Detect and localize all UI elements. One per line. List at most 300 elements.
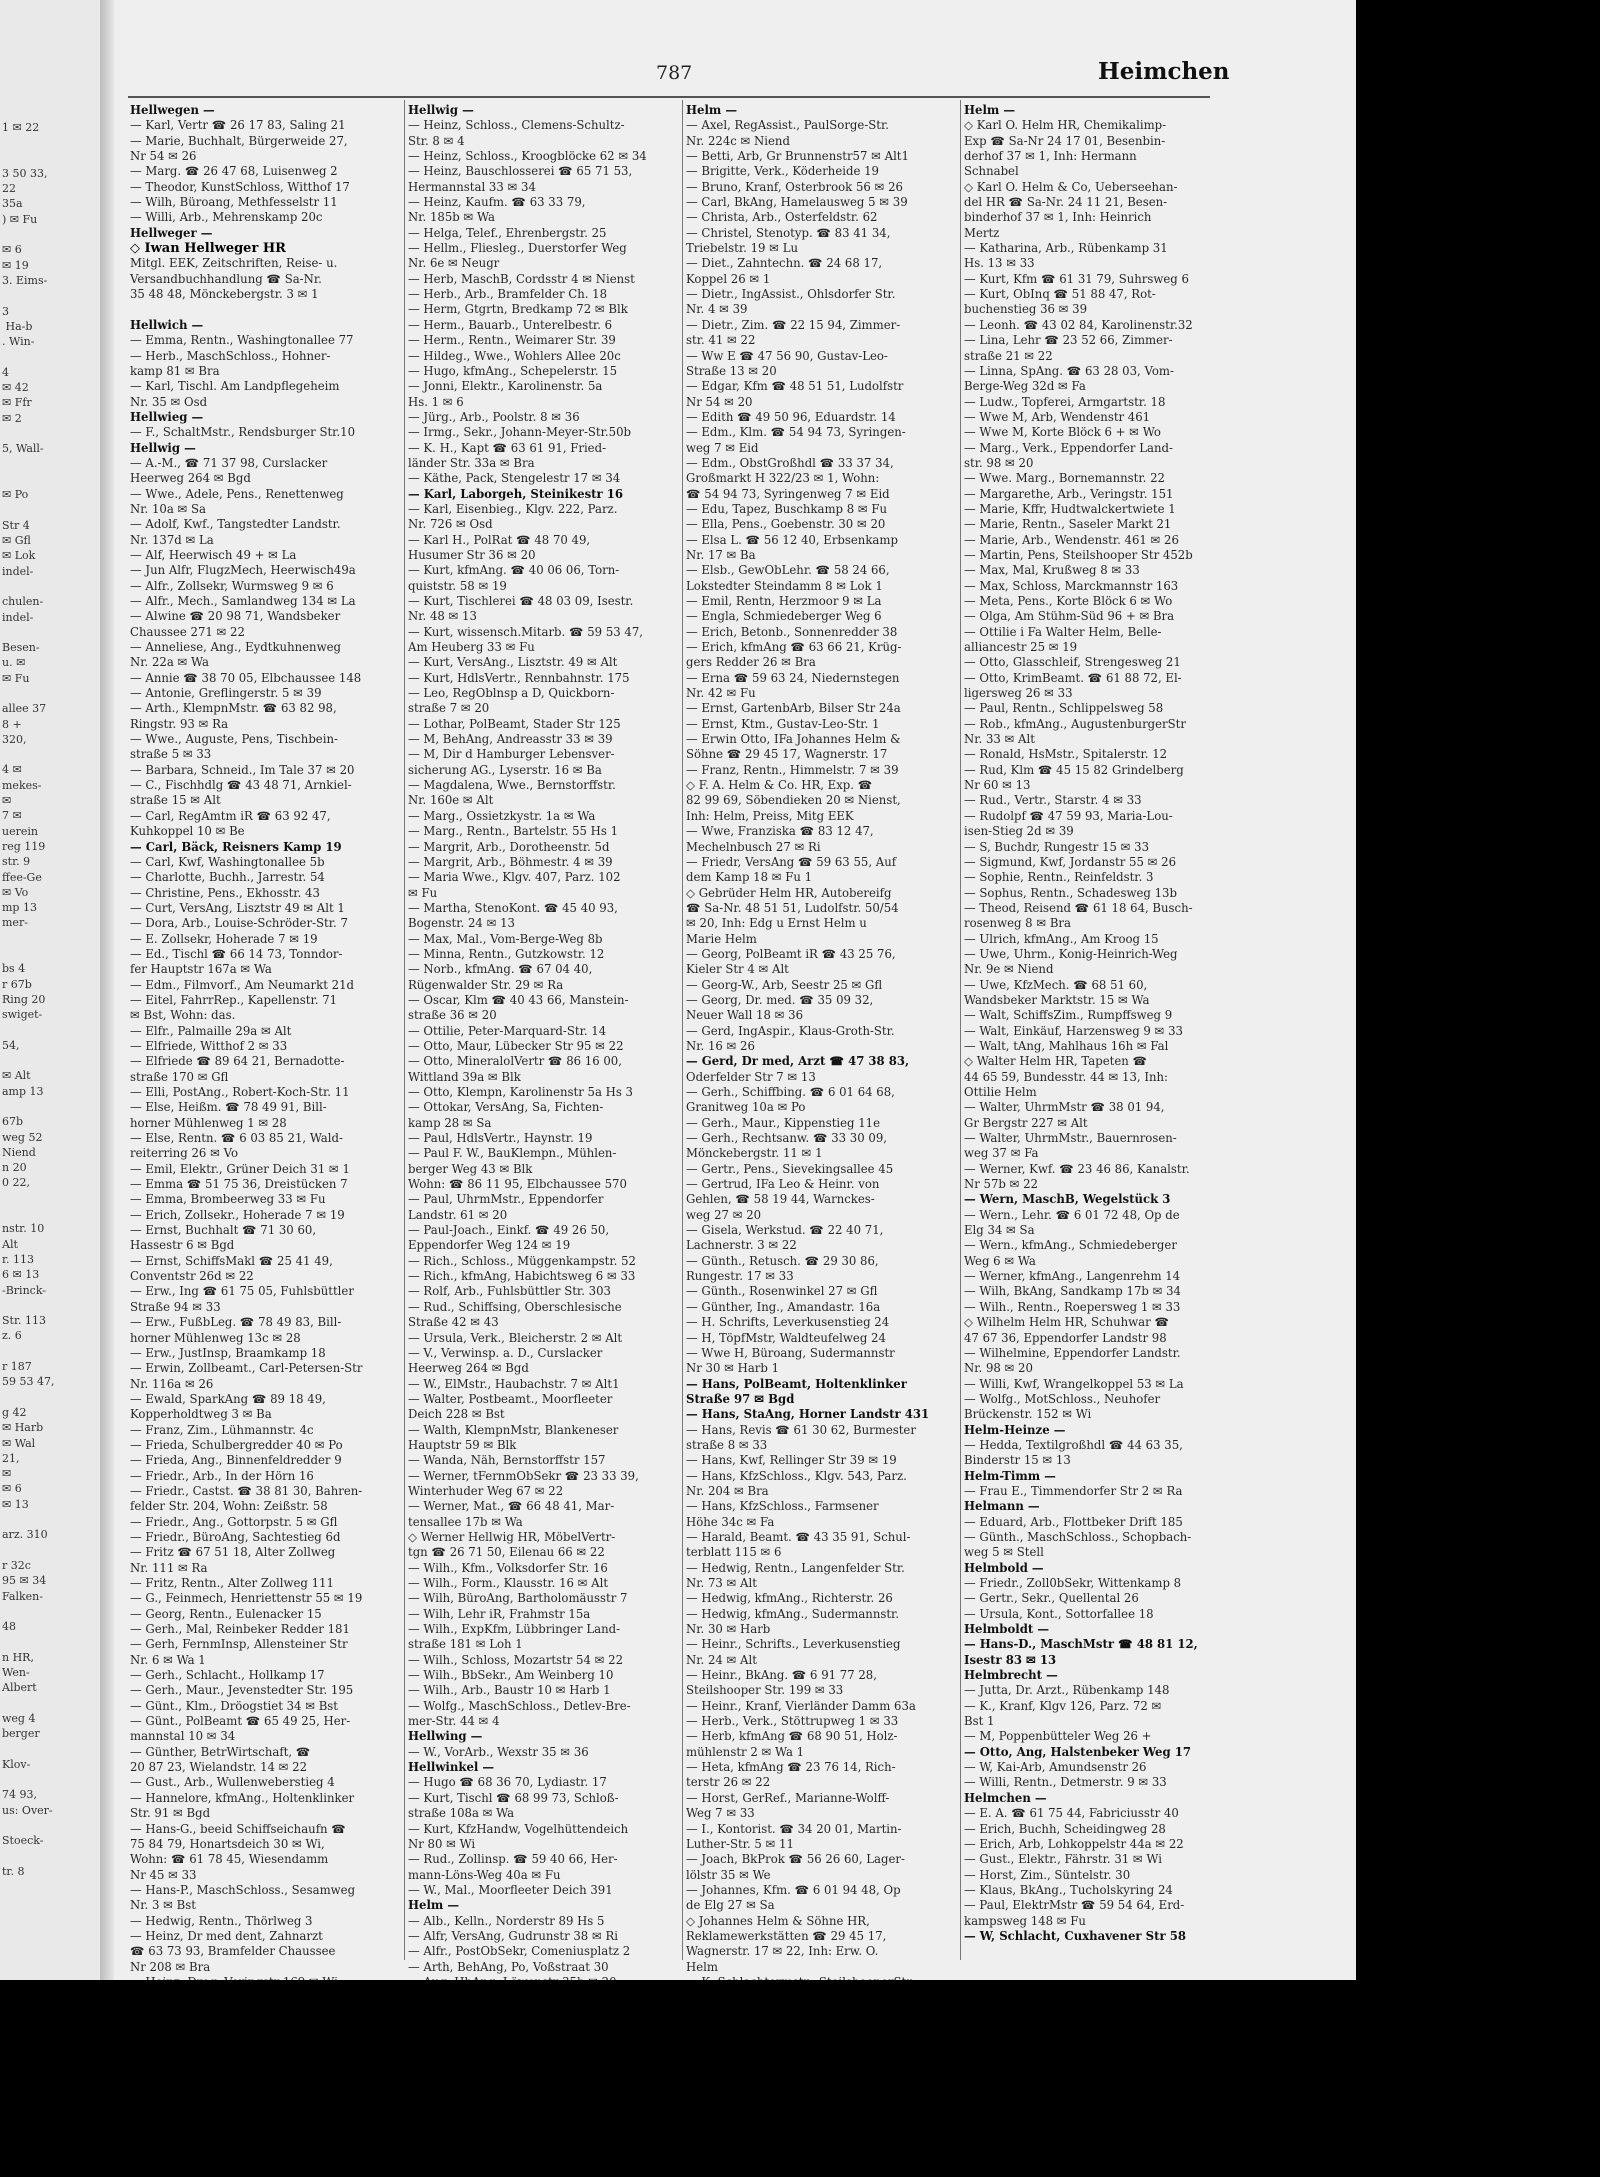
directory-entry: Großmarkt H 322/23 ✉ 1, Wohn: <box>686 471 880 486</box>
directory-heading: Hellwegen — <box>130 103 215 117</box>
directory-entry: ◇ Karl O. Helm HR, Chemikalimp- <box>964 118 1167 133</box>
directory-entry: — Erna ☎ 59 63 24, Niedernstegen <box>686 670 900 685</box>
directory-entry: — Ernst, Buchhalt ☎ 71 30 60, <box>130 1223 317 1238</box>
directory-entry: Conventstr 26d ✉ 22 <box>130 1269 254 1284</box>
directory-entry: weg 5 ✉ Stell <box>964 1545 1044 1560</box>
directory-entry: Nr. 73 ✉ Alt <box>686 1576 757 1590</box>
directory-entry: str. 98 ✉ 20 <box>964 455 1034 470</box>
directory-entry: Eppendorfer Weg 124 ✉ 19 <box>408 1238 571 1253</box>
directory-entry: — Christa, Arb., Osterfeldstr. 62 <box>686 210 878 225</box>
directory-entry: — Willi, Rentn., Detmerstr. 9 ✉ 33 <box>964 1775 1167 1790</box>
directory-entry: — W., Mal., Moorfleeter Deich 391 <box>408 1882 613 1897</box>
directory-entry: mühlenstr 2 ✉ Wa 1 <box>686 1744 805 1759</box>
directory-entry: — Ursula, Verk., Bleicherstr. 2 ✉ Alt <box>408 1330 623 1345</box>
directory-entry: — Theodor, KunstSchloss, Witthof 17 <box>130 179 350 194</box>
directory-entry: ◇ Karl O. Helm & Co, Ueberseehan- <box>964 179 1178 194</box>
directory-entry: — Wwe., Adele, Pens., Renettenweg <box>130 486 344 501</box>
directory-entry: — Arth, BehAng, Po, Voßstraat 30 <box>408 1959 609 1974</box>
directory-entry: — Emil, Elektr., Grüner Deich 31 ✉ 1 <box>130 1161 350 1176</box>
directory-entry: — Anneliese, Ang., Eydtkuhnenweg <box>130 640 341 655</box>
directory-entry: Husumer Str 36 ✉ 20 <box>408 547 536 562</box>
directory-entry: Nr. 224c ✉ Niend <box>686 133 790 148</box>
directory-entry: — Walt, SchiffsZim., Rumpffsweg 9 <box>964 1008 1173 1023</box>
directory-entry: — Ursula, Kont., Sottorfallee 18 <box>964 1606 1154 1621</box>
directory-entry: — Heinr., BkAng. ☎ 6 91 77 28, <box>686 1668 877 1683</box>
directory-entry: fer Hauptstr 167a ✉ Wa <box>130 962 272 977</box>
directory-entry: ☎ 54 94 73, Syringenweg 7 ✉ Eid <box>686 486 890 501</box>
directory-heading: — Gerd, Dr med, Arzt ☎ 47 38 83, <box>686 1054 910 1069</box>
directory-entry: — Rud., Vertr., Starstr. 4 ✉ 33 <box>964 793 1142 808</box>
directory-heading: Hellwinkel — <box>408 1760 495 1775</box>
directory-entry: — Hildeg., Wwe., Wohlers Allee 20c <box>408 348 621 363</box>
directory-entry: — Curt, VersAng, Lisztstr 49 ✉ Alt 1 <box>130 900 345 915</box>
directory-entry: 20 87 23, Wielandstr. 14 ✉ 22 <box>130 1760 308 1775</box>
directory-entry: — H. Schrifts, Leverkusenstieg 24 <box>686 1315 890 1330</box>
directory-entry: — Friedr, VersAng ☎ 59 63 55, Auf <box>686 854 897 869</box>
directory-entry: Koppel 26 ✉ 1 <box>686 271 771 286</box>
directory-entry: — Hedwig, kfmAng., Sudermannstr. <box>686 1606 900 1621</box>
directory-entry: — Günth., MaschSchloss., Schopbach- <box>964 1529 1192 1544</box>
column-divider <box>682 100 683 1960</box>
directory-entry: — Ottokar, VersAng, Sa, Fichten- <box>408 1100 604 1115</box>
column-divider <box>404 100 405 1960</box>
directory-entry: terblatt 115 ✉ 6 <box>686 1545 782 1560</box>
directory-entry: — Jonni, Elektr., Karolinenstr. 5a <box>408 379 603 394</box>
directory-entry: — Gertr., Sekr., Quellental 26 <box>964 1591 1139 1606</box>
directory-entry: — Edm., Klm. ☎ 54 94 73, Syringen- <box>686 425 906 440</box>
directory-entry: — Wern., kfmAng., Schmiedeberger <box>964 1238 1177 1253</box>
directory-entry: Nr. 35 ✉ Osd <box>130 394 208 409</box>
directory-entry: Marie Helm <box>686 931 757 946</box>
directory-entry: straße 5 ✉ 33 <box>130 747 212 762</box>
directory-heading: Hellwich — <box>130 317 204 332</box>
directory-entry: Kuhkoppel 10 ✉ Be <box>130 824 245 839</box>
directory-entry: — Paul, ElektrMstr ☎ 59 54 64, Erd- <box>964 1898 1185 1913</box>
directory-heading: Helmbold — <box>964 1560 1044 1575</box>
directory-entry: — Maria Wwe., Klgv. 407, Parz. 102 <box>408 870 621 885</box>
directory-entry: — Hugo, kfmAng., Schepelerstr. 15 <box>408 363 618 378</box>
directory-entry: — Rob., kfmAng., AugustenburgerStr <box>964 716 1186 731</box>
directory-entry: — Wwe. Marg., Bornemannstr. 22 <box>964 471 1165 486</box>
directory-entry: — Walt, tAng, Mahlhaus 16h ✉ Fal <box>964 1038 1169 1053</box>
directory-entry: — Frau E., Timmendorfer Str 2 ✉ Ra <box>964 1483 1183 1498</box>
directory-entry: Nr. 111 ✉ Ra <box>130 1560 208 1575</box>
directory-entry: — Kurt, ObInq ☎ 51 88 47, Rot- <box>964 287 1156 302</box>
directory-entry: — Wilh, BüroAng, Bartholomäusstr 7 <box>408 1591 628 1606</box>
directory-entry: — Heinz, Kaufm. ☎ 63 33 79, <box>408 195 586 210</box>
directory-entry: Exp ☎ Sa-Nr 24 17 01, Besenbin- <box>964 133 1166 148</box>
directory-entry: — W., ElMstr., Haubachstr. 7 ✉ Alt1 <box>408 1376 620 1391</box>
directory-entry: — Rud., Schiffsing, Oberschlesische <box>408 1299 622 1314</box>
directory-entry: — Karl, Tischl. Am Landpflegeheim <box>130 379 340 394</box>
directory-entry: — Gerh., Maur., Kippenstieg 11e <box>686 1115 881 1130</box>
directory-entry: Ringstr. 93 ✉ Ra <box>130 716 229 731</box>
directory-entry: — Hannelore, kfmAng., Holtenklinker <box>130 1790 355 1805</box>
scan-background <box>1356 0 1600 2177</box>
directory-entry: Weg 6 ✉ Wa <box>964 1253 1036 1268</box>
directory-entry: 44 65 59, Bundesstr. 44 ✉ 13, Inh: <box>964 1069 1168 1084</box>
directory-entry: — Gerh., Schiffbing. ☎ 6 01 64 68, <box>686 1085 895 1099</box>
directory-entry: — Wilh, Büroang, Methfesselstr 11 <box>130 195 338 210</box>
directory-entry: — Hans-P., MaschSchloss., Sesamweg <box>130 1882 356 1897</box>
directory-entry <box>130 302 398 317</box>
directory-entry: — Margrit, Arb., Dorotheenstr. 5d <box>408 839 610 854</box>
directory-entry: — Edm., Filmvorf., Am Neumarkt 21d <box>130 977 354 992</box>
directory-entry: — Walter, UhrmMstr., Bauernrosen- <box>964 1131 1177 1146</box>
directory-entry: — Günth., Rosenwinkel 27 ✉ Gfl <box>686 1284 878 1299</box>
directory-heading: Helm-Heinze — <box>964 1422 1066 1437</box>
directory-entry: 75 84 79, Honartsdeich 30 ✉ Wi, <box>130 1836 325 1851</box>
directory-entry: — Katharina, Arb., Rübenkamp 31 <box>964 241 1168 256</box>
directory-entry: — Rud, Klm ☎ 45 15 82 Grindelberg <box>964 762 1184 777</box>
directory-entry: — Marg., Rentn., Bartelstr. 55 Hs 1 <box>408 824 619 839</box>
directory-entry: — Hans, Revis ☎ 61 30 62, Burmester <box>686 1422 916 1437</box>
directory-entry: — Meta, Pens., Korte Blöck 6 ✉ Wo <box>964 594 1173 608</box>
directory-entry: — Horst, Zim., Süntelstr. 30 <box>964 1867 1131 1882</box>
directory-entry: — Edgar, Kfm ☎ 48 51 51, Ludolfstr <box>686 379 904 394</box>
directory-entry: Hs. 1 ✉ 6 <box>408 394 464 409</box>
directory-entry: — Heinr., Schrifts., Leverkusenstieg <box>686 1637 901 1652</box>
directory-entry: — Elsb., GewObLehr. ☎ 58 24 66, <box>686 563 890 578</box>
directory-entry: — Alfr., PostObSekr, Comeniusplatz 2 <box>408 1944 631 1959</box>
directory-entry: horner Mühlenweg 13c ✉ 28 <box>130 1330 301 1345</box>
directory-entry: Höhe 34c ✉ Fa <box>686 1514 775 1529</box>
directory-entry: — Paul-Joach., Einkf. ☎ 49 26 50, <box>408 1223 610 1238</box>
directory-entry: — G., Feinmech, Henriettenstr 55 ✉ 19 <box>130 1591 363 1606</box>
directory-entry: — Wilhelmine, Eppendorfer Landstr. <box>964 1345 1181 1360</box>
directory-entry: — Brigitte, Verk., Köderheide 19 <box>686 164 879 179</box>
directory-entry: Schnabel <box>964 164 1019 179</box>
directory-entry: — Walt, Einkäuf, Harzensweg 9 ✉ 33 <box>964 1023 1183 1038</box>
directory-entry: — Engla, Schmiedeberger Weg 6 <box>686 609 882 624</box>
directory-entry: — Frieda, Ang., Binnenfeldredder 9 <box>130 1453 342 1468</box>
directory-entry: — Ww E ☎ 47 56 90, Gustav-Leo- <box>686 348 888 363</box>
directory-entry: — Friedr., Castst. ☎ 38 81 30, Bahren- <box>130 1483 363 1498</box>
directory-entry: — Ella, Pens., Goebenstr. 30 ✉ 20 <box>686 517 886 532</box>
directory-entry: — Wilh., Arb., Baustr 10 ✉ Harb 1 <box>408 1683 611 1698</box>
directory-entry: — Johannes, Kfm. ☎ 6 01 94 48, Op <box>686 1882 901 1897</box>
directory-entry: str. 41 ✉ 22 <box>686 333 756 348</box>
directory-entry: ☎ Sa-Nr. 48 51 51, Ludolfstr. 50/54 <box>686 900 899 915</box>
directory-entry: straße 8 ✉ 33 <box>686 1437 768 1452</box>
directory-entry: — Wilh., ExpKfm, Lübbringer Land- <box>408 1622 621 1637</box>
directory-entry: — Diet., Zahntechn. ☎ 24 68 17, <box>686 256 883 271</box>
directory-entry: — Adolf, Kwf., Tangstedter Landstr. <box>130 517 341 532</box>
directory-entry: Nr. 726 ✉ Osd <box>408 517 493 532</box>
column-divider <box>960 100 961 1960</box>
directory-heading: Hellwig — <box>130 440 196 455</box>
directory-entry: — Horst, GerRef., Marianne-Wolff- <box>686 1790 890 1805</box>
directory-entry: Wohn: ☎ 61 78 45, Wiesendamm <box>130 1852 329 1867</box>
directory-entry: — V., Verwinsp. a. D., Curslacker <box>408 1345 603 1360</box>
directory-heading: Helm — <box>964 103 1016 117</box>
directory-entry: Reklamewerkstätten ☎ 29 45 17, <box>686 1928 887 1943</box>
directory-entry: — Wolfg., MotSchloss., Neuhofer <box>964 1391 1161 1406</box>
directory-entry: länder Str. 33a ✉ Bra <box>408 455 535 470</box>
directory-entry: — Heinz, Bauschlosserei ☎ 65 71 53, <box>408 164 633 179</box>
directory-entry: mer-Str. 44 ✉ 4 <box>408 1714 500 1729</box>
directory-entry: — Ed., Tischl ☎ 66 14 73, Tonndor- <box>130 946 343 961</box>
directory-entry: — Olga, Am Stühm-Süd 96 + ✉ Bra <box>964 609 1175 624</box>
directory-entry: Ottilie Helm <box>964 1085 1037 1099</box>
directory-entry: — Barbara, Schneid., Im Tale 37 ✉ 20 <box>130 762 355 777</box>
directory-entry: — Else, Heißm. ☎ 78 49 91, Bill- <box>130 1100 327 1115</box>
directory-entry: — Wwe., Auguste, Pens, Tischbein- <box>130 732 338 747</box>
directory-entry: — Wilh., Rentn., Roepersweg 1 ✉ 33 <box>964 1299 1181 1314</box>
directory-entry: — Günt., PolBeamt ☎ 65 49 25, Her- <box>130 1714 351 1729</box>
directory-heading: Helm — <box>686 103 738 117</box>
directory-entry: — Antonie, Greflingerstr. 5 ✉ 39 <box>130 686 322 701</box>
page-number: 787 <box>656 62 693 84</box>
directory-entry: tensallee 17b ✉ Wa <box>408 1514 523 1529</box>
directory-entry: — Franz, Rentn., Himmelstr. 7 ✉ 39 <box>686 762 899 777</box>
directory-entry: — Emil, Rentn, Herzmoor 9 ✉ La <box>686 594 882 608</box>
directory-entry: — Kurt, kfmAng. ☎ 40 06 06, Torn- <box>408 563 620 578</box>
directory-entry: — Heinr., Kranf, Vierländer Damm 63a <box>686 1698 916 1713</box>
directory-entry: — K., Kranf, Klgv 126, Parz. 72 ✉ <box>964 1698 1162 1713</box>
directory-entry: — Kurt, Kfm ☎ 61 31 79, Suhrsweg 6 <box>964 271 1189 286</box>
directory-entry: Mechelnbusch 27 ✉ Ri <box>686 839 821 854</box>
directory-entry: 47 67 36, Eppendorfer Landstr 98 <box>964 1330 1167 1345</box>
directory-entry: — Günt., Klm., Dröogstiet 34 ✉ Bst <box>130 1698 338 1713</box>
directory-entry: sicherung AG., Lyserstr. 16 ✉ Ba <box>408 762 602 777</box>
directory-entry: — S, Buchdr, Rungestr 15 ✉ 33 <box>964 839 1150 854</box>
directory-entry: — Kurt, wissensch.Mitarb. ☎ 59 53 47, <box>408 624 643 639</box>
directory-entry: — Gerh., Mal, Reinbeker Redder 181 <box>130 1622 350 1637</box>
directory-heading: Helm-Timm — <box>964 1468 1056 1483</box>
directory-entry: — Ottilie i Fa Walter Helm, Belle- <box>964 624 1162 639</box>
directory-entry: — Erw., JustInsp, Braamkamp 18 <box>130 1345 326 1360</box>
directory-heading: Helmbrecht — <box>964 1668 1058 1683</box>
directory-entry: Hassestr 6 ✉ Bgd <box>130 1238 235 1253</box>
directory-entry: Gehlen, ☎ 58 19 44, Warnckes- <box>686 1192 875 1207</box>
directory-entry: Inh: Helm, Preiss, Mitg EEK <box>686 808 854 823</box>
directory-entry: — Alwine ☎ 20 98 71, Wandsbeker <box>130 609 341 624</box>
directory-entry: ◇ Wilhelm Helm HR, Schuhwar ☎ <box>964 1315 1169 1330</box>
directory-entry: ✉ Bst, Wohn: das. <box>130 1008 236 1023</box>
directory-entry: — Irmg., Sekr., Johann-Meyer-Str.50b <box>408 425 632 440</box>
directory-entry: — Christine, Pens., Ekhosstr. 43 <box>130 885 320 900</box>
directory-entry: — Edu, Tapez, Buschkamp 8 ✉ Fu <box>686 501 888 516</box>
directory-entry: — Käthe, Pack, Stengelestr 17 ✉ 34 <box>408 471 621 486</box>
directory-entry: — Martin, Pens, Steilshooper Str 452b <box>964 547 1193 562</box>
directory-entry: — Walter, UhrmMstr ☎ 38 01 94, <box>964 1100 1165 1115</box>
directory-entry: — Wilh, BkAng, Sandkamp 17b ✉ 34 <box>964 1284 1181 1299</box>
directory-entry: — Marie, Rentn., Saseler Markt 21 <box>964 517 1172 532</box>
directory-entry: de Elg 27 ✉ Sa <box>686 1898 775 1913</box>
directory-entry: — Wilh., Schloss, Mozartstr 54 ✉ 22 <box>408 1652 624 1667</box>
directory-entry: Hermannstal 33 ✉ 34 <box>408 179 536 194</box>
directory-entry: — Herb., Verk., Stöttrupweg 1 ✉ 33 <box>686 1714 899 1729</box>
directory-entry: — Wilh., Form., Klausstr. 16 ✉ Alt <box>408 1576 609 1590</box>
directory-entry: — Wern., Lehr. ☎ 6 01 72 48, Op de <box>964 1207 1180 1222</box>
directory-entry: Neuer Wall 18 ✉ 36 <box>686 1008 804 1023</box>
directory-entry: — Erwin, Zollbeamt., Carl-Petersen-Str <box>130 1361 363 1376</box>
directory-entry: Helm <box>686 1959 718 1974</box>
directory-entry: kamp 28 ✉ Sa <box>408 1115 492 1130</box>
directory-entry: — Walth, KlempnMstr, Blankeneser <box>408 1422 619 1437</box>
directory-heading: Hellwig — <box>408 103 474 117</box>
directory-entry: ◇ F. A. Helm & Co. HR, Exp. ☎ <box>686 778 873 793</box>
directory-entry: — Erich, Betonb., Sonnenredder 38 <box>686 624 898 639</box>
directory-entry: — Heinz, Schloss., Kroogblöcke 62 ✉ 34 <box>408 149 647 164</box>
directory-entry: — Gerh, FernmInsp, Allensteiner Str <box>130 1637 348 1652</box>
directory-entry: — Gerd, IngAspir., Klaus-Groth-Str. <box>686 1023 895 1038</box>
directory-entry: straße 21 ✉ 22 <box>964 348 1053 363</box>
directory-entry: — K. H., Kapt ☎ 63 61 91, Fried- <box>408 440 607 455</box>
directory-entry: del HR ☎ Sa-Nr. 24 11 21, Besen- <box>964 195 1168 210</box>
directory-entry: — Lina, Lehr ☎ 23 52 66, Zimmer- <box>964 333 1173 348</box>
directory-entry: Str. 91 ✉ Bgd <box>130 1806 211 1821</box>
directory-entry: Nr. 3 ✉ Bst <box>130 1898 196 1913</box>
directory-entry: — Friedr., Ang., Gottorpstr. 5 ✉ Gfl <box>130 1514 338 1529</box>
directory-entry: Nr. 10a ✉ Sa <box>130 501 206 516</box>
directory-entry: felder Str. 204, Wohn: Zeißstr. 58 <box>130 1499 328 1514</box>
directory-entry: — Gust., Arb., Wullenweberstieg 4 <box>130 1775 335 1790</box>
directory-entry: kamp 81 ✉ Bra <box>130 363 220 378</box>
directory-entry: Nr. 42 ✉ Fu <box>686 686 756 701</box>
directory-entry: — Otto, Klempn, Karolinenstr 5a Hs 3 <box>408 1085 633 1099</box>
directory-entry: ligersweg 26 ✉ 33 <box>964 686 1073 701</box>
directory-entry: — Erich, Buchh, Scheidingweg 28 <box>964 1821 1166 1836</box>
directory-entry: — Kurt, KfzHandw, Vogelhüttendeich <box>408 1821 629 1836</box>
directory-entry: — Rich., kfmAng, Habichtsweg 6 ✉ 33 <box>408 1269 636 1284</box>
directory-entry: — Kurt, Tischl ☎ 68 99 73, Schloß- <box>408 1790 619 1805</box>
directory-entry: — Hans-G., beeid Schiffseichaufn ☎ <box>130 1821 346 1836</box>
directory-entry: — Max, Mal, Krußweg 8 ✉ 33 <box>964 563 1140 578</box>
directory-entry: — Hans, KfzSchloss., Klgv. 543, Parz. <box>686 1468 907 1483</box>
directory-entry: — Georg, Dr. med. ☎ 35 09 32, <box>686 992 874 1007</box>
directory-entry: — Theod, Reisend ☎ 61 18 64, Busch- <box>964 900 1193 915</box>
directory-entry: Lokstedter Steindamm 8 ✉ Lok 1 <box>686 578 883 593</box>
directory-entry: Rügenwalder Str. 29 ✉ Ra <box>408 977 564 992</box>
directory-entry: Kieler Str 4 ✉ Alt <box>686 962 789 977</box>
directory-entry: — Karl H., PolRat ☎ 48 70 49, <box>408 532 591 547</box>
directory-entry: Nr. 48 ✉ 13 <box>408 609 477 624</box>
directory-entry: — Christel, Stenotyp. ☎ 83 41 34, <box>686 225 891 240</box>
directory-entry: weg 27 ✉ 20 <box>686 1207 762 1222</box>
directory-entry: isen-Stieg 2d ✉ 39 <box>964 824 1074 839</box>
directory-entry: Wagnerstr. 17 ✉ 22, Inh: Erw. O. <box>686 1944 879 1959</box>
directory-entry: — Wilh., Kfm., Volksdorfer Str. 16 <box>408 1560 608 1575</box>
directory-entry: — Erich, Zollsekr., Hoherade 7 ✉ 19 <box>130 1207 345 1222</box>
directory-entry: Nr. 137d ✉ La <box>130 532 214 547</box>
directory-entry: — Hellm., Fliesleg., Duerstorfer Weg <box>408 241 627 256</box>
directory-entry: — Dora, Arb., Louise-Schröder-Str. 7 <box>130 916 348 931</box>
directory-entry: Mitgl. EEK, Zeitschriften, Reise- u. <box>130 256 338 271</box>
directory-entry: Lachnerstr. 3 ✉ 22 <box>686 1238 797 1253</box>
directory-entry: — Erich, Arb, Lohkoppelstr 44a ✉ 22 <box>964 1836 1184 1851</box>
directory-entry: — Jun Alfr, FlugzMech, Heerwisch49a <box>130 563 356 578</box>
directory-entry: Kopperholdtweg 3 ✉ Ba <box>130 1407 272 1422</box>
directory-entry: — Emma ☎ 51 75 36, Dreistücken 7 <box>130 1177 348 1192</box>
directory-entry: — Willi, Kwf, Wrangelkoppel 53 ✉ La <box>964 1376 1184 1391</box>
directory-entry: straße 36 ✉ 20 <box>408 1008 497 1023</box>
directory-entry: — Werner, Mat., ☎ 66 48 41, Mar- <box>408 1499 615 1514</box>
directory-entry: — Karl, Eisenbieg., Klgv. 222, Parz. <box>408 501 618 516</box>
directory-entry: Binderstr 15 ✉ 13 <box>964 1453 1071 1468</box>
directory-entry: — Sigmund, Kwf, Jordanstr 55 ✉ 26 <box>964 854 1177 869</box>
column-1 <box>130 103 398 1974</box>
directory-entry: — Eduard, Arb., Flottbeker Drift 185 <box>964 1514 1183 1529</box>
directory-entry: — Gerh., Maur., Jevenstedter Str. 195 <box>130 1683 354 1698</box>
directory-entry: ☎ 63 73 93, Bramfelder Chaussee <box>130 1944 336 1959</box>
directory-entry: Granitweg 10a ✉ Po <box>686 1100 806 1115</box>
directory-heading: — Hans, StaAng, Horner Landstr 431 <box>686 1407 930 1422</box>
directory-entry: Nr. 116a ✉ 26 <box>130 1376 214 1391</box>
directory-entry: horner Mühlenweg 1 ✉ 28 <box>130 1115 287 1130</box>
directory-entry: Nr. 22a ✉ Wa <box>130 655 209 670</box>
directory-entry: Nr 60 ✉ 13 <box>964 778 1031 793</box>
directory-entry: Am Heuberg 33 ✉ Fu <box>408 640 535 655</box>
directory-entry: — Wilh, Lehr iR, Frahmstr 15a <box>408 1606 591 1621</box>
directory-entry: mann-Löns-Weg 40a ✉ Fu <box>408 1867 561 1882</box>
directory-entry: — Ludw., Topferei, Armgartstr. 18 <box>964 394 1166 409</box>
directory-entry: lölstr 35 ✉ We <box>686 1867 771 1882</box>
directory-heading: Helm — <box>408 1898 460 1913</box>
directory-heading: Hellwieg — <box>130 409 204 424</box>
directory-entry: Heerweg 264 ✉ Bgd <box>130 471 251 486</box>
directory-entry: Berge-Weg 32d ✉ Fa <box>964 379 1086 394</box>
directory-entry: — Franz, Zim., Lühmannstr. 4c <box>130 1422 314 1437</box>
directory-entry: — M, BehAng, Andreasstr 33 ✉ 39 <box>408 732 613 747</box>
directory-entry: — H, TöpfMstr, Waldteufelweg 24 <box>686 1330 886 1345</box>
directory-entry: — Harald, Beamt. ☎ 43 35 91, Schul- <box>686 1529 911 1544</box>
directory-entry: — Gerh., Rechtsanw. ☎ 33 30 09, <box>686 1131 887 1146</box>
directory-entry: — Leo, RegOblnsp a D, Quickborn- <box>408 686 615 701</box>
directory-entry: Luther-Str. 5 ✉ 11 <box>686 1836 794 1851</box>
directory-entry: — Otto, MineralolVertr ☎ 86 16 00, <box>408 1054 622 1069</box>
directory-entry: Nr. 6 ✉ Wa 1 <box>130 1652 206 1667</box>
directory-entry: — Margrit, Arb., Böhmestr. 4 ✉ 39 <box>408 854 613 869</box>
directory-entry: — M, Poppenbütteler Weg 26 + <box>964 1729 1152 1744</box>
directory-entry: derhof 37 ✉ 1, Inh: Hermann <box>964 149 1137 164</box>
directory-entry: Nr. 98 ✉ 20 <box>964 1361 1033 1376</box>
directory-entry: — Edm., ObstGroßhdl ☎ 33 37 34, <box>686 455 894 470</box>
facing-page-fragment <box>0 0 108 1980</box>
directory-entry: — Alb., Kelln., Norderstr 89 Hs 5 <box>408 1913 605 1928</box>
directory-entry: Gr Bergstr 227 ✉ Alt <box>964 1115 1088 1130</box>
directory-entry: — Georg-W., Arb, Seestr 25 ✉ Gfl <box>686 977 883 992</box>
column-3 <box>686 103 954 1974</box>
directory-entry: Nr 208 ✉ Bra <box>130 1959 211 1974</box>
directory-heading: Helmann — <box>964 1499 1040 1514</box>
directory-entry: Chaussee 271 ✉ 22 <box>130 624 245 639</box>
directory-entry: — Elfriede ☎ 89 64 21, Bernadotte- <box>130 1054 345 1069</box>
directory-entry: — Minna, Rentn., Gutzkowstr. 12 <box>408 946 605 961</box>
directory-entry: — Klaus, BkAng., Tucholskyring 24 <box>964 1882 1173 1897</box>
directory-entry: Nr. 24 ✉ Alt <box>686 1652 757 1667</box>
directory-entry: — Hans, KfzSchloss., Farmsener <box>686 1499 879 1514</box>
directory-heading: — Karl, Laborgeh, Steinikestr 16 <box>408 486 624 501</box>
directory-entry: — Erw., FußbLeg. ☎ 78 49 83, Bill- <box>130 1315 342 1330</box>
directory-entry: — Carl, Kwf, Washingtonallee 5b <box>130 854 325 869</box>
directory-entry: — Uwe, Uhrm., Konig-Heinrich-Weg <box>964 946 1178 961</box>
directory-entry: straße 7 ✉ 20 <box>408 701 490 716</box>
directory-entry: — Ernst, SchiffsMakl ☎ 25 41 49, <box>130 1253 333 1268</box>
directory-entry: — Carl, BkAng, Hamelausweg 5 ✉ 39 <box>686 195 908 210</box>
directory-entry: — Günther, Ing., Amandastr. 16a <box>686 1299 881 1314</box>
directory-entry: 35 48 48, Mönckebergstr. 3 ✉ 1 <box>130 287 319 302</box>
directory-entry: — Wwe, Franziska ☎ 83 12 47, <box>686 824 874 839</box>
directory-entry: Brückenstr. 152 ✉ Wi <box>964 1407 1092 1422</box>
directory-entry: — Werner, Kwf. ☎ 23 46 86, Kanalstr. <box>964 1161 1190 1176</box>
directory-entry: — Ernst, Ktm., Gustav-Leo-Str. 1 <box>686 716 880 731</box>
directory-heading: — Wern, MaschB, Wegelstück 3 <box>964 1192 1171 1207</box>
directory-entry: — Dietr., Zim. ☎ 22 15 94, Zimmer- <box>686 317 901 332</box>
directory-heading: Hellweger — <box>130 225 213 240</box>
directory-entry: gers Redder 26 ✉ Bra <box>686 655 816 670</box>
